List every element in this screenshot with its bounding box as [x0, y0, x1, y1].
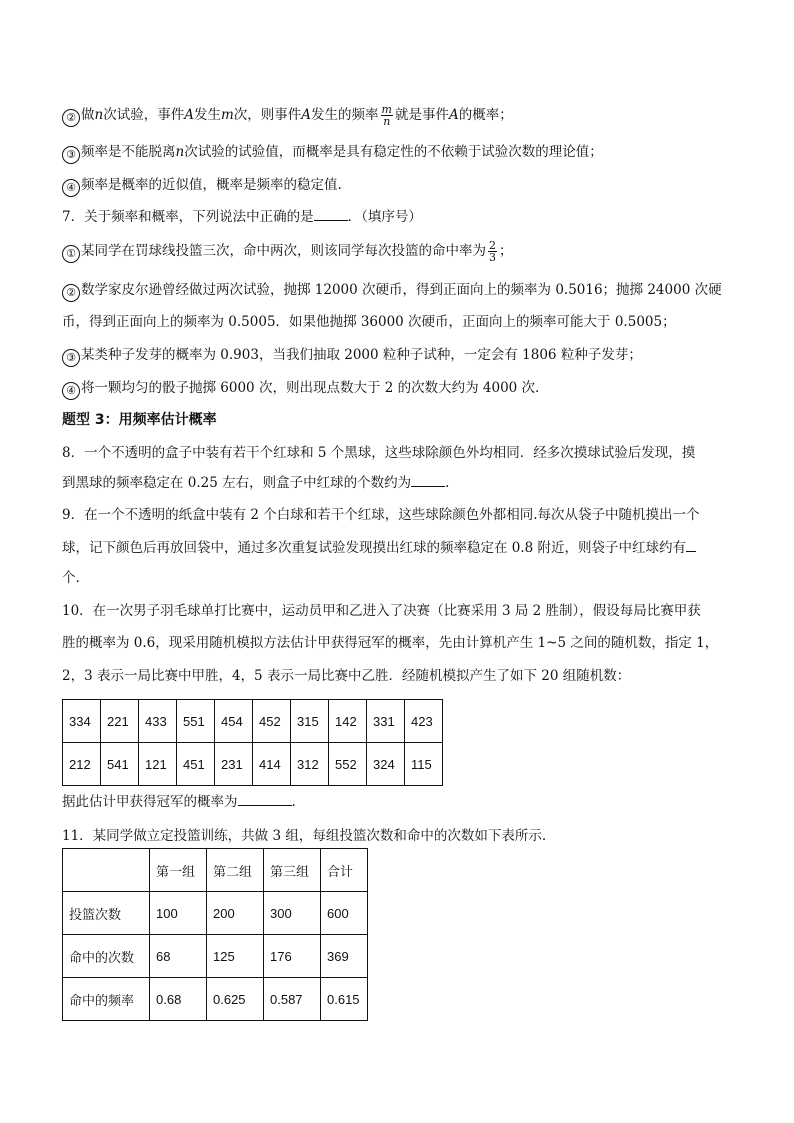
table-cell: 451	[177, 743, 215, 786]
table-cell: 0.587	[264, 978, 321, 1021]
text: 胜的概率为 0.6，现采用随机模拟方法估计甲获得冠军的概率，先由计算机产生 1~5 之间的随机数，指定 1，	[62, 635, 719, 651]
text: 发生的频率	[311, 107, 379, 123]
text: 11．某同学做立定投篮训练，共做 3 组，每组投篮次数和命中的次数如下表所示.	[62, 828, 547, 844]
fraction-2-3	[488, 240, 497, 263]
text: 到黑球的频率稳定在 0.25 左右，则盒子中红球的个数约为	[62, 475, 412, 491]
table-cell: 414	[253, 743, 291, 786]
question-11	[62, 826, 546, 846]
text: 的概率；	[458, 107, 513, 123]
table-cell: 115	[405, 743, 443, 786]
text: 次试验的试验值，而概率是具有稳定性的不依赖于试验次数的理论值；	[184, 144, 603, 160]
question-10-cont	[62, 633, 718, 653]
circled-number: ③	[62, 146, 80, 164]
table-cell: 331	[367, 700, 405, 743]
table-row	[63, 700, 443, 743]
frac-num: m	[381, 103, 392, 116]
text: .	[445, 475, 450, 491]
shots-table	[62, 848, 368, 1021]
table-cell: 552	[329, 743, 367, 786]
table-cell: 334	[63, 700, 101, 743]
question-8	[62, 443, 695, 463]
text: 就是事件	[394, 107, 449, 123]
circled-number: ②	[62, 109, 80, 127]
question-7	[62, 207, 422, 227]
text: 8．一个不透明的盒子中装有若干个红球和 5 个黑球，这些球除颜色外均相同．经多次摸球试验后发现，摸	[62, 445, 696, 461]
answer-blank[interactable]	[411, 474, 445, 487]
table-cell: 68	[150, 935, 207, 978]
text: 将一颗均匀的骰子抛掷 6000 次，则出现点数大于 2 的次数大约为 4000 次.	[81, 380, 540, 396]
var-m: m	[220, 107, 234, 123]
table-cell: 312	[291, 743, 329, 786]
text: ．（填序号）	[347, 209, 422, 225]
question-10-answer	[62, 792, 296, 812]
question-text: 7．关于频率和概率，下列说法中正确的是	[62, 209, 314, 225]
question-9-cont2	[62, 568, 80, 588]
q7-option-4	[62, 378, 539, 400]
text: 发生	[193, 107, 221, 123]
section-heading: 题型 3：用频率估计概率	[62, 412, 217, 428]
table-cell: 142	[329, 700, 367, 743]
table-cell: 投篮次数	[63, 892, 150, 935]
question-9-cont	[62, 538, 696, 558]
text: 10．在一次男子羽毛球单打比赛中，运动员甲和乙进入了决赛（比赛采用 3 局 2 胜制），假设每局比赛甲获	[62, 603, 701, 619]
q7-option-3	[62, 345, 642, 367]
text: 币，得到正面向上的频率为 0.5005．如果他抛掷 36000 次硬币，正面向上的频率可能大于 0.5005；	[62, 314, 676, 330]
text: 次，则事件	[233, 107, 302, 123]
table-cell: 369	[321, 935, 368, 978]
question-8-cont	[62, 473, 449, 493]
header-cell: 第一组	[150, 849, 207, 892]
circled-number: ③	[62, 349, 80, 367]
table-cell: 452	[253, 700, 291, 743]
answer-blank[interactable]	[686, 539, 696, 552]
table-cell: 121	[139, 743, 177, 786]
text: 2，3 表示一局比赛中甲胜，4，5 表示一局比赛中乙胜．经随机模拟产生了如下 20 组随机数：	[62, 668, 631, 684]
text: 某同学在罚球线投篮三次，命中两次，则该同学每次投篮的命中率为	[81, 243, 486, 259]
q7-option-2	[62, 280, 722, 302]
fraction-m-over-n	[381, 104, 393, 127]
circled-number: ①	[62, 245, 80, 263]
header-cell: 第二组	[207, 849, 264, 892]
table-cell: 212	[63, 743, 101, 786]
frac-num: 2	[489, 239, 496, 252]
statement-3	[62, 142, 603, 164]
text: 某类种子发芽的概率为 0.903，当我们抽取 2000 粒种子试种，一定会有 1806 粒种子发芽；	[81, 347, 642, 363]
question-9	[62, 505, 700, 525]
var-A: A	[184, 107, 194, 123]
table-cell: 324	[367, 743, 405, 786]
var-A: A	[301, 107, 312, 123]
table-row	[63, 892, 368, 935]
table-cell: 541	[101, 743, 139, 786]
text: 个.	[62, 570, 80, 586]
text: 次试验，事件	[103, 107, 185, 123]
table-cell: 200	[207, 892, 264, 935]
frac-den: 3	[489, 251, 496, 264]
text: 做	[81, 107, 95, 123]
table-cell: 551	[177, 700, 215, 743]
circled-number: ④	[62, 179, 80, 197]
var-n: n	[94, 107, 104, 123]
table-cell: 100	[150, 892, 207, 935]
text: 据此估计甲获得冠军的概率为	[62, 794, 238, 810]
var-A: A	[448, 107, 459, 123]
text: .	[291, 794, 296, 810]
text: 频率是概率的近似值，概率是频率的稳定值.	[81, 177, 342, 193]
table-row	[63, 978, 368, 1021]
table-cell: 命中的次数	[63, 935, 150, 978]
table-cell: 0.615	[321, 978, 368, 1021]
text: ；	[499, 243, 513, 259]
q7-option-1	[62, 240, 513, 263]
table-cell: 315	[291, 700, 329, 743]
table-cell: 0.68	[150, 978, 207, 1021]
q7-option-2-cont	[62, 312, 676, 332]
statement-4	[62, 175, 342, 197]
statement-2	[62, 104, 513, 127]
var-n: n	[175, 144, 185, 160]
circled-number: ②	[62, 284, 80, 302]
random-number-table	[62, 699, 443, 786]
table-header-row	[63, 849, 368, 892]
header-cell: 合计	[321, 849, 368, 892]
table-cell: 454	[215, 700, 253, 743]
table-cell: 命中的频率	[63, 978, 150, 1021]
answer-blank[interactable]	[238, 793, 292, 806]
table-cell: 300	[264, 892, 321, 935]
table-cell: 125	[207, 935, 264, 978]
table-cell: 433	[139, 700, 177, 743]
table-row	[63, 743, 443, 786]
text: 频率是不能脱离	[81, 144, 176, 160]
table-cell: 0.625	[207, 978, 264, 1021]
answer-blank[interactable]	[314, 208, 348, 221]
header-cell: 第三组	[264, 849, 321, 892]
text: 数学家皮尔逊曾经做过两次试验，抛掷 12000 次硬币，得到正面向上的频率为 0.5016；抛掷 24000 次硬	[81, 282, 722, 298]
table-cell: 600	[321, 892, 368, 935]
circled-number: ④	[62, 382, 80, 400]
text: 9．在一个不透明的纸盒中装有 2 个白球和若干个红球，这些球除颜色外都相同.每次从袋子中随机摸出一个	[62, 507, 700, 523]
table-cell: 423	[405, 700, 443, 743]
frac-den: n	[383, 115, 391, 128]
question-10	[62, 601, 701, 621]
table-cell: 221	[101, 700, 139, 743]
table-cell: 176	[264, 935, 321, 978]
question-10-cont2	[62, 666, 630, 686]
table-cell: 231	[215, 743, 253, 786]
header-cell	[63, 849, 150, 892]
text: 球，记下颜色后再放回袋中，通过多次重复试验发现摸出红球的频率稳定在 0.8 附近，则袋子中红球约有	[62, 540, 687, 556]
table-row	[63, 935, 368, 978]
